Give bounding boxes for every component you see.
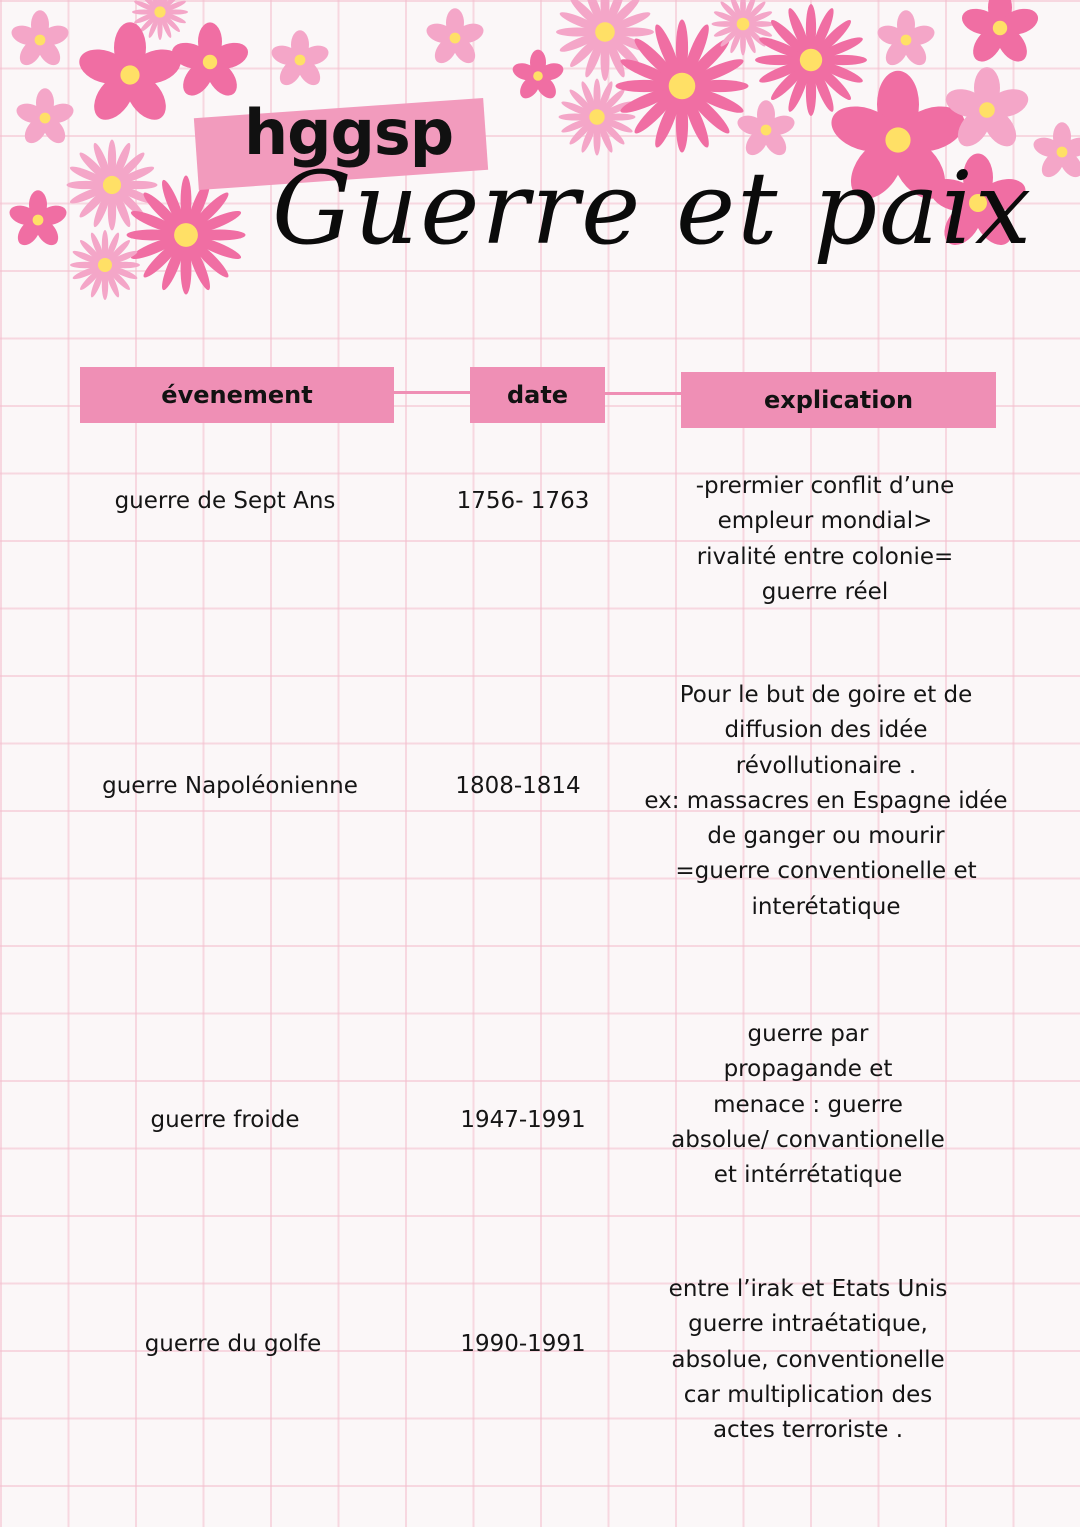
flower-icon <box>510 50 565 102</box>
column-header-explanation: explication <box>681 372 996 428</box>
flower-icon <box>875 10 937 69</box>
flower-icon <box>14 88 76 147</box>
flower-icon <box>169 22 252 101</box>
flower-icon <box>70 230 140 300</box>
table-row-event: guerre froide <box>150 1107 300 1133</box>
column-header-date: date <box>470 367 605 423</box>
flower-icon <box>269 30 331 89</box>
table-row-event: guerre du golfe <box>144 1331 322 1357</box>
table-row-explanation: Pour le but de goire et de diffusion des idée révollutionaire . ex: massacres en Espagne idée de ganger ou mourir =guerre conventionelle et interétatique <box>644 682 1008 920</box>
table-row-date: 1808-1814 <box>455 773 581 799</box>
header-connector <box>605 392 683 395</box>
flower-icon <box>424 8 486 67</box>
table-row-explanation: -prermier conflit d’une empleur mondial> rivalité entre colonie= guerre réel <box>695 473 955 605</box>
flower-icon <box>1031 122 1080 181</box>
table-row-event: guerre de Sept Ans <box>114 488 336 514</box>
table-row-event: guerre Napoléonienne <box>102 773 358 799</box>
flower-icon <box>7 190 69 249</box>
column-header-event: évenement <box>80 367 394 423</box>
flower-icon <box>9 10 71 69</box>
header-connector <box>394 391 472 394</box>
flower-icon <box>127 176 246 295</box>
flower-icon <box>959 0 1042 67</box>
table-row-date: 1756- 1763 <box>456 488 590 514</box>
table-row-explanation: guerre par propagande et menace : guerre absolue/ convantionelle et intérrétatique <box>671 1021 945 1189</box>
table-row-date: 1990-1991 <box>460 1331 586 1357</box>
flower-icon <box>942 67 1032 152</box>
subject-label: hggsp <box>244 96 454 169</box>
page-title: Guerre et paix <box>272 150 1034 267</box>
flower-icon <box>755 4 867 116</box>
table-row-date: 1947-1991 <box>460 1107 586 1133</box>
table-row-explanation: entre l’irak et Etats Unis guerre intraétatique, absolue, conventionelle car multiplication des actes terroriste . <box>668 1276 948 1444</box>
flower-icon <box>75 22 185 127</box>
